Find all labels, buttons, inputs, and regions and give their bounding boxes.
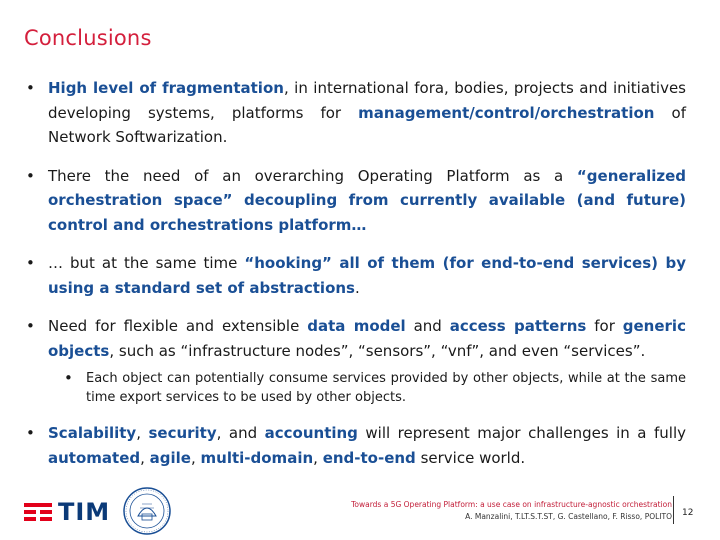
highlight-text: generic objects — [48, 317, 686, 360]
bullet-hooking — [24, 251, 686, 300]
highlight-text: multi-domain — [200, 448, 314, 467]
highlight-text: “generalized orchestration space” decoupling from currently available (and future) control and orchestrations platform… — [48, 166, 686, 234]
university-seal-icon — [122, 486, 172, 536]
bullet-list — [24, 76, 686, 470]
footer-authors: A. Manzalini, T.LT.S.T.ST, G. Castellano, F. Risso, POLITO — [465, 512, 672, 521]
highlight-text: access patterns — [449, 317, 587, 335]
body-text: , — [136, 424, 149, 442]
highlight-text: “hooking” all of them (for end-to-end services) by using a standard set of abstractions — [48, 254, 686, 297]
bullet-operating-platform — [24, 164, 686, 238]
bullet-dot: • — [64, 369, 73, 387]
body-text: , in international fora, bodies, projects and initiatives developing systems, platforms for — [48, 79, 686, 122]
tim-logo-text: TIM — [58, 498, 111, 526]
body-text: There the need of an overarching Operating Platform as a — [48, 166, 577, 185]
body-text: of Network Softwarization. — [48, 103, 686, 146]
bullet-dot: • — [26, 424, 35, 442]
bullet-dot: • — [26, 79, 35, 97]
bullet-dot: • — [26, 317, 35, 335]
highlight-text: security — [148, 424, 217, 442]
body-text: will represent major challenges in a fully — [357, 424, 686, 442]
tim-logo-icon — [24, 501, 52, 523]
slide-title: Conclusions — [24, 26, 152, 50]
body-text: Need for flexible and extensible — [48, 317, 308, 335]
body-text: and — [405, 317, 450, 335]
highlight-text: agile — [149, 448, 191, 467]
tim-logo — [24, 500, 110, 524]
footer-citation — [312, 499, 672, 523]
body-text: , — [190, 448, 201, 467]
page-number: 12 — [682, 508, 694, 518]
body-text: , and — [216, 424, 265, 442]
highlight-text: accounting — [264, 424, 358, 442]
highlight-text: Scalability — [48, 424, 137, 442]
body-text: for — [586, 317, 623, 335]
bullet-dot: • — [26, 254, 35, 272]
highlight-text: end-to-end — [322, 448, 416, 467]
body-text: service world. — [415, 448, 526, 467]
body-text: , such as “infrastructure nodes”, “sensors”, “vnf”, and even “services”. — [109, 341, 646, 360]
body-text: , — [313, 448, 323, 467]
body-text: … but at the same time — [48, 254, 245, 272]
bullet-dot: • — [26, 166, 35, 185]
bullet-fragmentation — [24, 76, 686, 150]
bullet-scalability — [24, 421, 686, 470]
highlight-text: management/control/orchestration — [358, 103, 655, 122]
footer-divider — [673, 496, 674, 524]
body-text: Each object can potentially consume services provided by other objects, while at the same time export services to be used by other objects. — [86, 371, 686, 405]
footer-talk-title: Towards a 5G Operating Platform: a use case on infrastructure-agnostic orchestration — [351, 500, 672, 509]
bullet-data-model — [24, 314, 686, 407]
highlight-text: automated — [48, 448, 141, 467]
body-text: , — [140, 448, 150, 467]
highlight-text: High level of fragmentation — [48, 79, 284, 97]
sub-bullet-objects — [48, 369, 686, 407]
highlight-text: data model — [307, 317, 406, 335]
body-text: . — [355, 278, 360, 297]
